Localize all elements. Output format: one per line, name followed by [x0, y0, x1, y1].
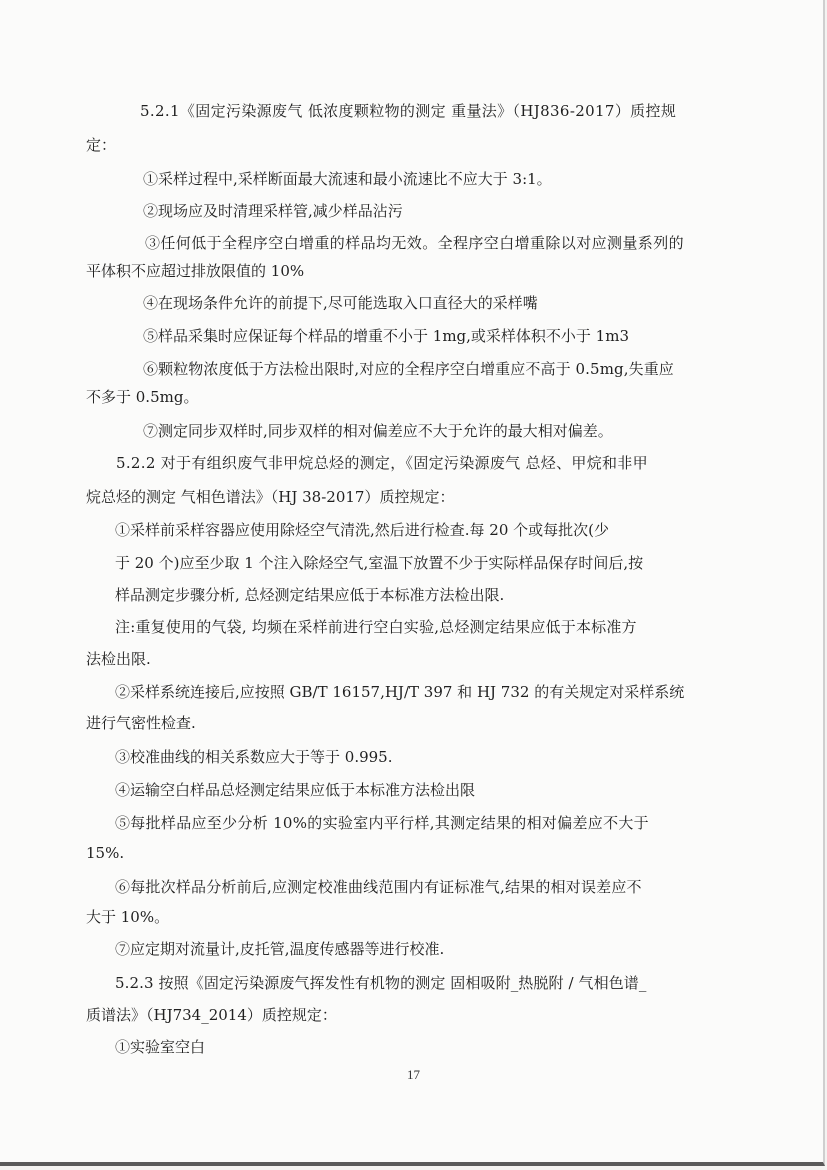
list-item: ②采样系统连接后,应按照 GB/T 16157,HJ/T 397 和 HJ 732 的有关规定对采样系统 [115, 683, 685, 701]
text-line: 15%. [86, 844, 125, 862]
list-item: ⑥颗粒物浓度低于方法检出限时,对应的全程序空白增重应不高于 0.5mg,失重应 [143, 360, 674, 378]
page-number: 17 [407, 1067, 420, 1082]
list-item: ③任何低于全程序空白增重的样品均无效。全程序空白增重除以对应测量系列的 [145, 234, 685, 252]
text-line: 平体积不应超过排放限值的 10% [86, 262, 305, 280]
list-item: ⑤每批样品应至少分析 10%的实验室内平行样,其测定结果的相对偏差应不大于 [115, 814, 649, 832]
text-line: 定： [86, 136, 117, 154]
note-line: 注:重复使用的气袋, 均频在采样前进行空白实验,总烃测定结果应低于本标准方 [115, 618, 637, 636]
section-5-2-3-heading: 5.2.3 按照《固定污染源废气挥发性有机物的测定 固相吸附_热脱附 / 气相色谱_ [115, 974, 647, 992]
text-line: 于 20 个)应至少取 1 个注入除烃空气,室温下放置不少于实际样品保存时间后,按 [115, 554, 644, 572]
text-line: 样品测定步骤分析, 总烃测定结果应低于本标准方法检出限. [115, 586, 505, 604]
list-item: ④在现场条件允许的前提下,尽可能选取入口直径大的采样嘴 [143, 294, 538, 312]
list-item: ⑦应定期对流量计,皮托管,温度传感器等进行校准. [115, 940, 445, 958]
text-line: 法检出限. [86, 650, 151, 668]
list-item: ⑤样品采集时应保证每个样品的增重不小于 1mg,或采样体积不小于 1m3 [143, 327, 629, 345]
list-item: ④运输空白样品总烃测定结果应低于本标准方法检出限 [115, 781, 476, 799]
list-item: ⑦测定同步双样时,同步双样的相对偏差应不大于允许的最大相对偏差。 [143, 422, 613, 440]
text-line: 质谱法》（HJ734_2014）质控规定： [86, 1006, 337, 1024]
section-5-2-2-heading: 5.2.2 对于有组织废气非甲烷总烃的测定，《固定污染源废气 总烃、甲烷和非甲 [116, 454, 648, 472]
text-line: 不多于 0.5mg。 [86, 388, 199, 406]
text-line: 烷总烃的测定 气相色谱法》（HJ 38-2017）质控规定： [86, 488, 455, 506]
list-item: ①实验室空白 [115, 1038, 206, 1056]
text-line: 进行气密性检查. [86, 714, 196, 732]
list-item: ②现场应及时清理采样管,减少样品沾污 [143, 202, 403, 220]
list-item: ①采样过程中,采样断面最大流速和最小流速比不应大于 3:1。 [143, 170, 552, 188]
list-item: ①采样前采样容器应使用除烃空气清洗,然后进行检查.每 20 个或每批次(少 [115, 521, 610, 539]
list-item: ⑥每批次样品分析前后,应测定校准曲线范围内有证标准气,结果的相对误差应不 [115, 878, 642, 896]
list-item: ③校准曲线的相关系数应大于等于 0.995. [115, 748, 393, 766]
text-line: 大于 10%。 [86, 908, 170, 926]
section-5-2-1-heading: 5.2.1《固定污染源废气 低浓度颗粒物的测定 重量法》（HJ836-2017）质控规 [140, 102, 677, 120]
